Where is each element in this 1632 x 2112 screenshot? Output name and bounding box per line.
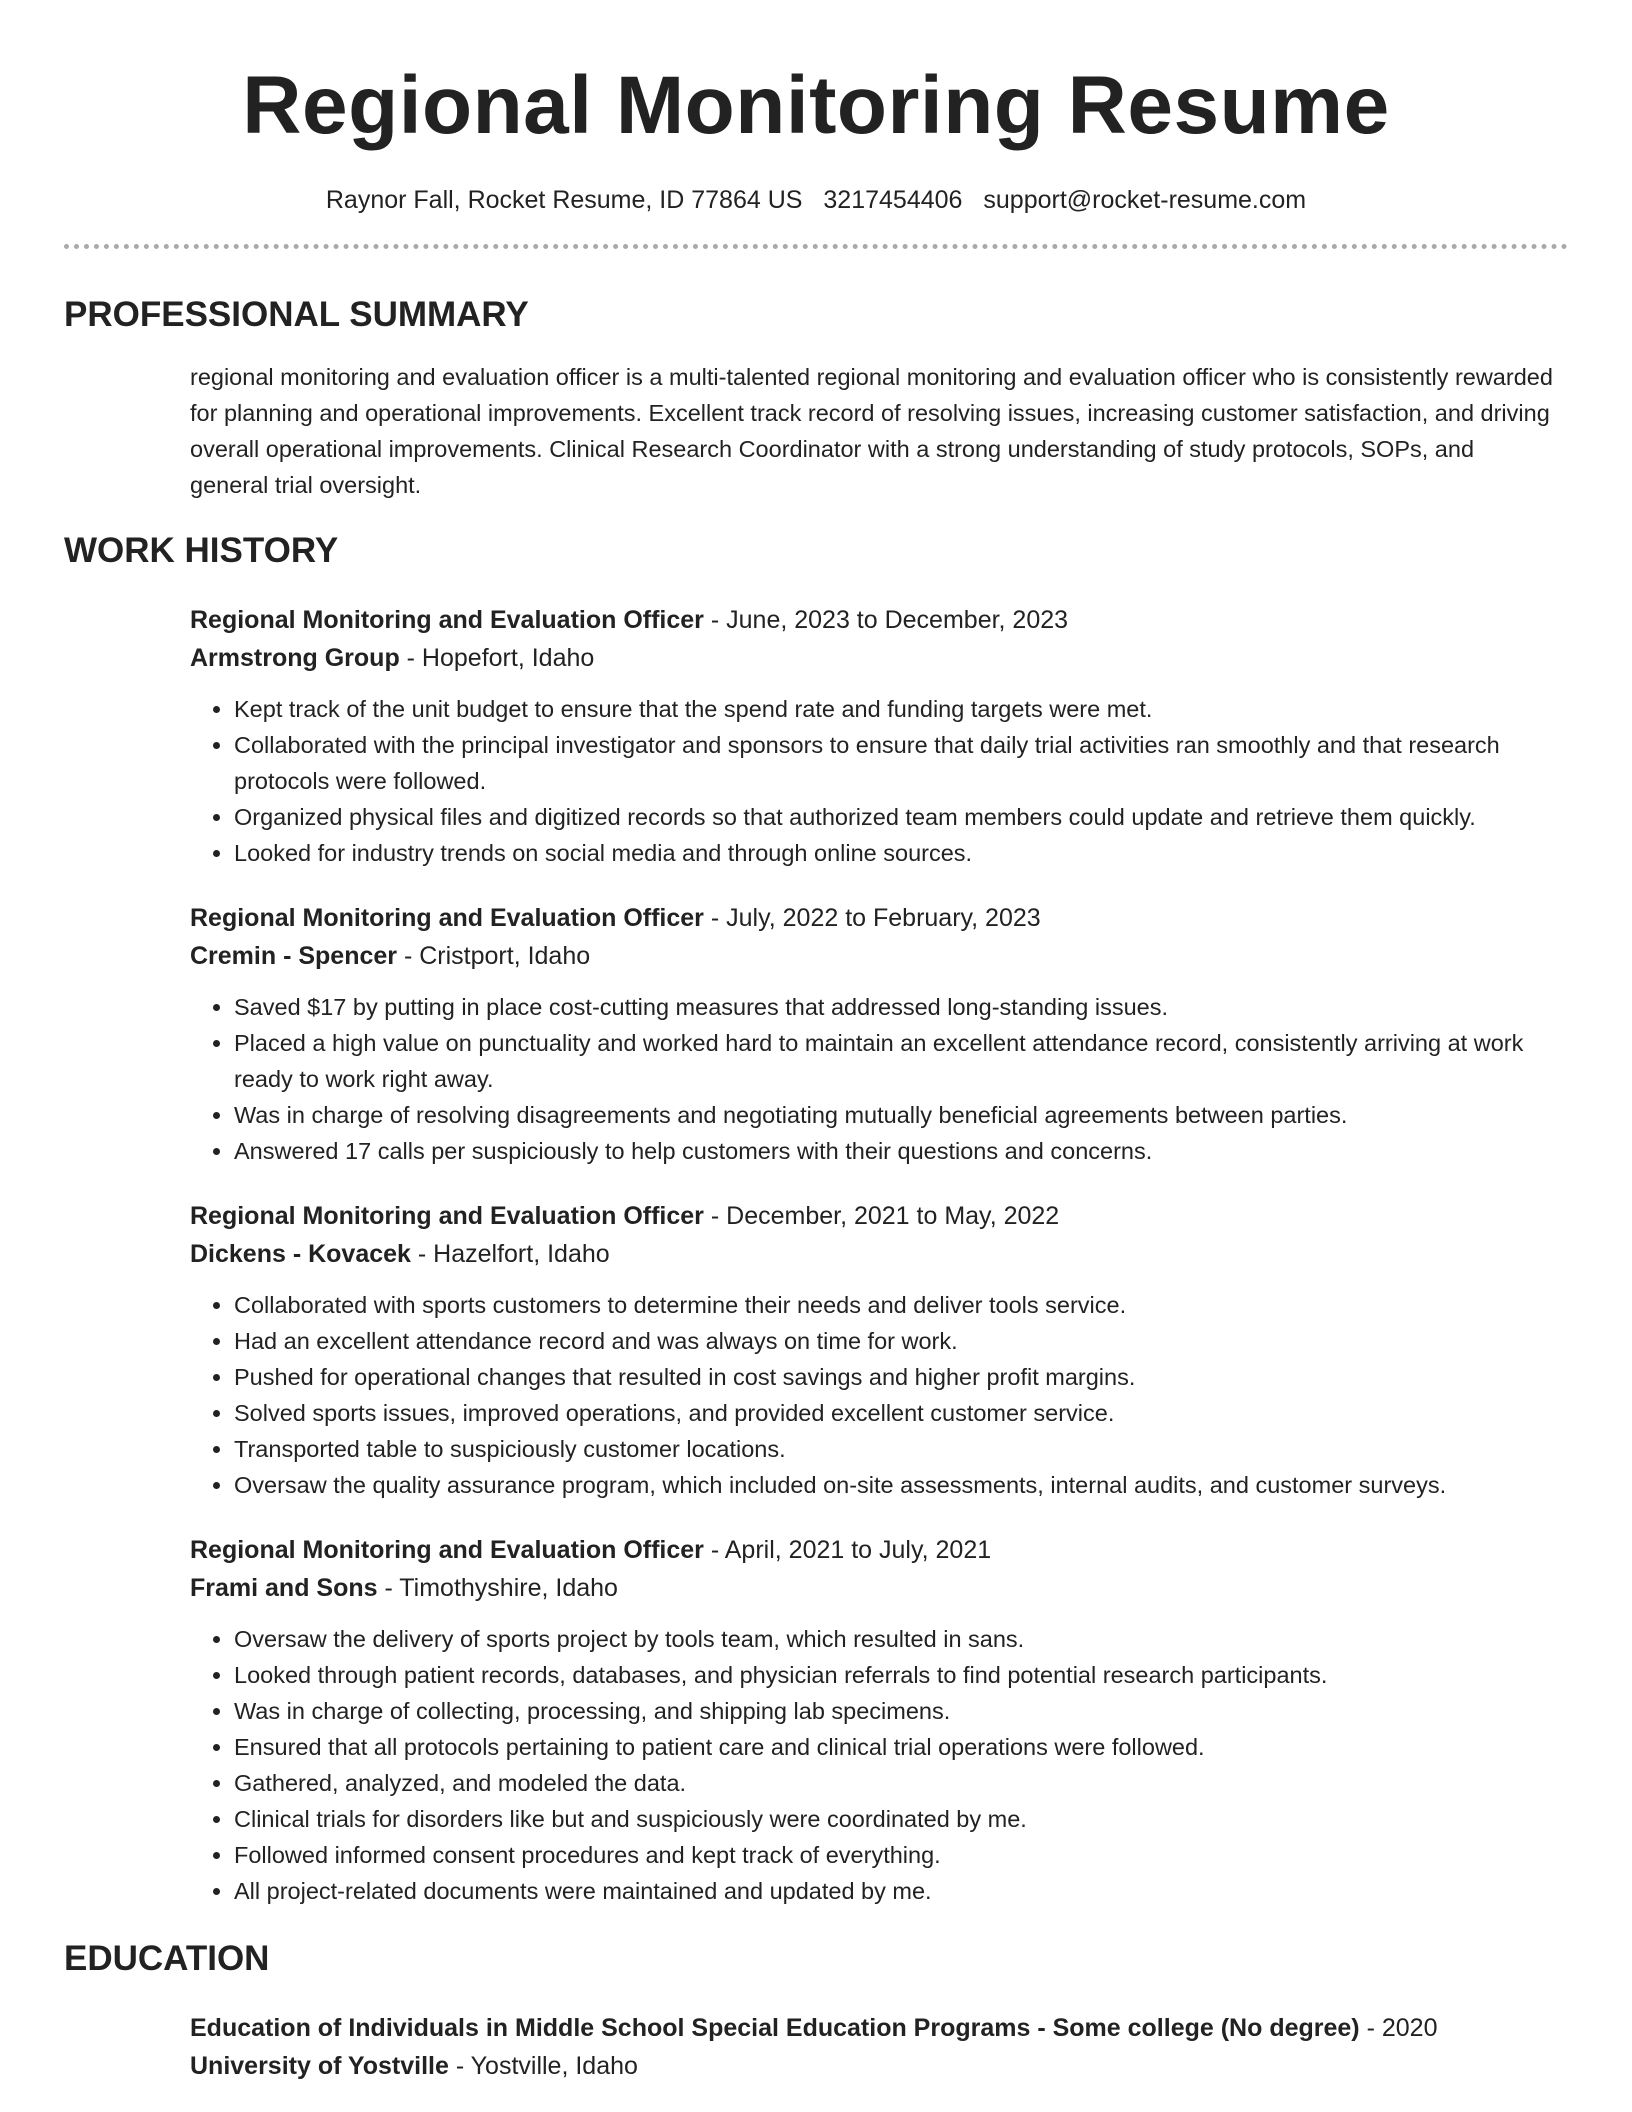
job-role-line bbox=[190, 1197, 1568, 1235]
education-section-title: EDUCATION bbox=[64, 1939, 270, 1978]
list-item: • Solved sports issues, improved operations, and provided excellent customer service. bbox=[234, 1395, 1568, 1431]
list-item: • Oversaw the delivery of sports project by tools team, which resulted in sans. bbox=[234, 1621, 1568, 1657]
job-location: - Timothyshire, Idaho bbox=[377, 1574, 618, 1602]
work-section-title: WORK HISTORY bbox=[64, 531, 339, 570]
job-bullets bbox=[190, 691, 1568, 871]
work-section bbox=[64, 601, 1568, 1909]
job-role-line bbox=[190, 601, 1568, 639]
job-entry bbox=[190, 899, 1568, 1169]
contact-address: Raynor Fall, Rocket Resume, ID 77864 US bbox=[325, 186, 803, 214]
job-entry bbox=[190, 1197, 1568, 1503]
job-bullets bbox=[190, 1621, 1568, 1909]
job-company: Armstrong Group bbox=[190, 644, 400, 672]
list-item: • All project-related documents were maintained and updated by me. bbox=[234, 1873, 1568, 1909]
job-dates: - July, 2022 to February, 2023 bbox=[703, 904, 1041, 932]
list-item: • Placed a high value on punctuality and worked hard to maintain an excellent attendance record, consistently arriving at work ready to work right away. bbox=[234, 1025, 1568, 1097]
job-role: Regional Monitoring and Evaluation Officer bbox=[190, 904, 704, 932]
job-location: - Hopefort, Idaho bbox=[399, 644, 595, 672]
education-year: - 2020 bbox=[1359, 2014, 1438, 2042]
job-company: Dickens - Kovacek bbox=[190, 1240, 411, 1268]
education-degree: Education of Individuals in Middle School Special Education Programs - Some college (No degree) bbox=[190, 2014, 1360, 2042]
list-item: • Answered 17 calls per suspiciously to help customers with their questions and concerns. bbox=[234, 1133, 1568, 1169]
list-item: • Oversaw the quality assurance program, which included on-site assessments, internal audits, and customer surveys. bbox=[234, 1467, 1568, 1503]
job-company-line bbox=[190, 639, 1568, 677]
job-role-line bbox=[190, 899, 1568, 937]
education-entry bbox=[190, 2009, 1568, 2085]
summary-text: regional monitoring and evaluation officer is a multi-talented regional monitoring and evaluation officer who is consistently rewarded for planning and operational improvements. Excellent track record of resolving issues, increasing customer satisfaction, and driving overall operational improvements. Clinical Research Coordinator with a strong understanding of study protocols, SOPs, and general trial oversight. bbox=[190, 364, 1553, 498]
job-dates: - April, 2021 to July, 2021 bbox=[703, 1536, 992, 1564]
job-location: - Cristport, Idaho bbox=[397, 942, 591, 970]
resume-header bbox=[64, 0, 1568, 249]
list-item: • Collaborated with sports customers to determine their needs and deliver tools service. bbox=[234, 1287, 1568, 1323]
education-school: University of Yostville bbox=[190, 2052, 449, 2080]
education-section bbox=[64, 2009, 1568, 2085]
summary-section bbox=[64, 359, 1568, 503]
list-item: • Was in charge of resolving disagreements and negotiating mutually beneficial agreements between parties. bbox=[234, 1097, 1568, 1133]
education-location: - Yostville, Idaho bbox=[448, 2052, 638, 2080]
job-role: Regional Monitoring and Evaluation Officer bbox=[190, 606, 704, 634]
list-item: • Followed informed consent procedures and kept track of everything. bbox=[234, 1837, 1568, 1873]
list-item: • Gathered, analyzed, and modeled the data. bbox=[234, 1765, 1568, 1801]
list-item: • Saved $17 by putting in place cost-cutting measures that addressed long-standing issues. bbox=[234, 989, 1568, 1025]
job-role: Regional Monitoring and Evaluation Officer bbox=[190, 1202, 704, 1230]
list-item: • Looked for industry trends on social media and through online sources. bbox=[234, 835, 1568, 871]
job-bullets bbox=[190, 1287, 1568, 1503]
list-item: • Organized physical files and digitized records so that authorized team members could update and retrieve them quickly. bbox=[234, 799, 1568, 835]
list-item: • Kept track of the unit budget to ensure that the spend rate and funding targets were met. bbox=[234, 691, 1568, 727]
list-item: • Was in charge of collecting, processing, and shipping lab specimens. bbox=[234, 1693, 1568, 1729]
job-bullets bbox=[190, 989, 1568, 1169]
contact-line bbox=[64, 184, 1568, 216]
contact-email[interactable]: support@rocket-resume.com bbox=[983, 186, 1307, 214]
summary-section-title: PROFESSIONAL SUMMARY bbox=[64, 295, 529, 334]
job-company: Frami and Sons bbox=[190, 1574, 378, 1602]
job-company: Cremin - Spencer bbox=[190, 942, 398, 970]
job-entry bbox=[190, 601, 1568, 871]
job-company-line bbox=[190, 1569, 1568, 1607]
job-company-line bbox=[190, 1235, 1568, 1273]
header-divider bbox=[64, 244, 1568, 249]
list-item: • Collaborated with the principal investigator and sponsors to ensure that daily trial activities ran smoothly and that research protocols were followed. bbox=[234, 727, 1568, 799]
job-role: Regional Monitoring and Evaluation Officer bbox=[190, 1536, 704, 1564]
list-item: • Ensured that all protocols pertaining to patient care and clinical trial operations were followed. bbox=[234, 1729, 1568, 1765]
resume-title: Regional Monitoring Resume bbox=[242, 60, 1390, 151]
job-dates: - December, 2021 to May, 2022 bbox=[703, 1202, 1060, 1230]
education-school-line bbox=[190, 2047, 1568, 2085]
job-location: - Hazelfort, Idaho bbox=[410, 1240, 610, 1268]
list-item: • Transported table to suspiciously customer locations. bbox=[234, 1431, 1568, 1467]
job-role-line bbox=[190, 1531, 1568, 1569]
job-dates: - June, 2023 to December, 2023 bbox=[703, 606, 1069, 634]
job-company-line bbox=[190, 937, 1568, 975]
list-item: • Clinical trials for disorders like but and suspiciously were coordinated by me. bbox=[234, 1801, 1568, 1837]
education-degree-line bbox=[190, 2009, 1568, 2047]
job-entry bbox=[190, 1531, 1568, 1909]
list-item: • Had an excellent attendance record and was always on time for work. bbox=[234, 1323, 1568, 1359]
list-item: • Looked through patient records, databases, and physician referrals to find potential research participants. bbox=[234, 1657, 1568, 1693]
list-item: • Pushed for operational changes that resulted in cost savings and higher profit margins. bbox=[234, 1359, 1568, 1395]
contact-phone: 3217454406 bbox=[823, 186, 963, 214]
